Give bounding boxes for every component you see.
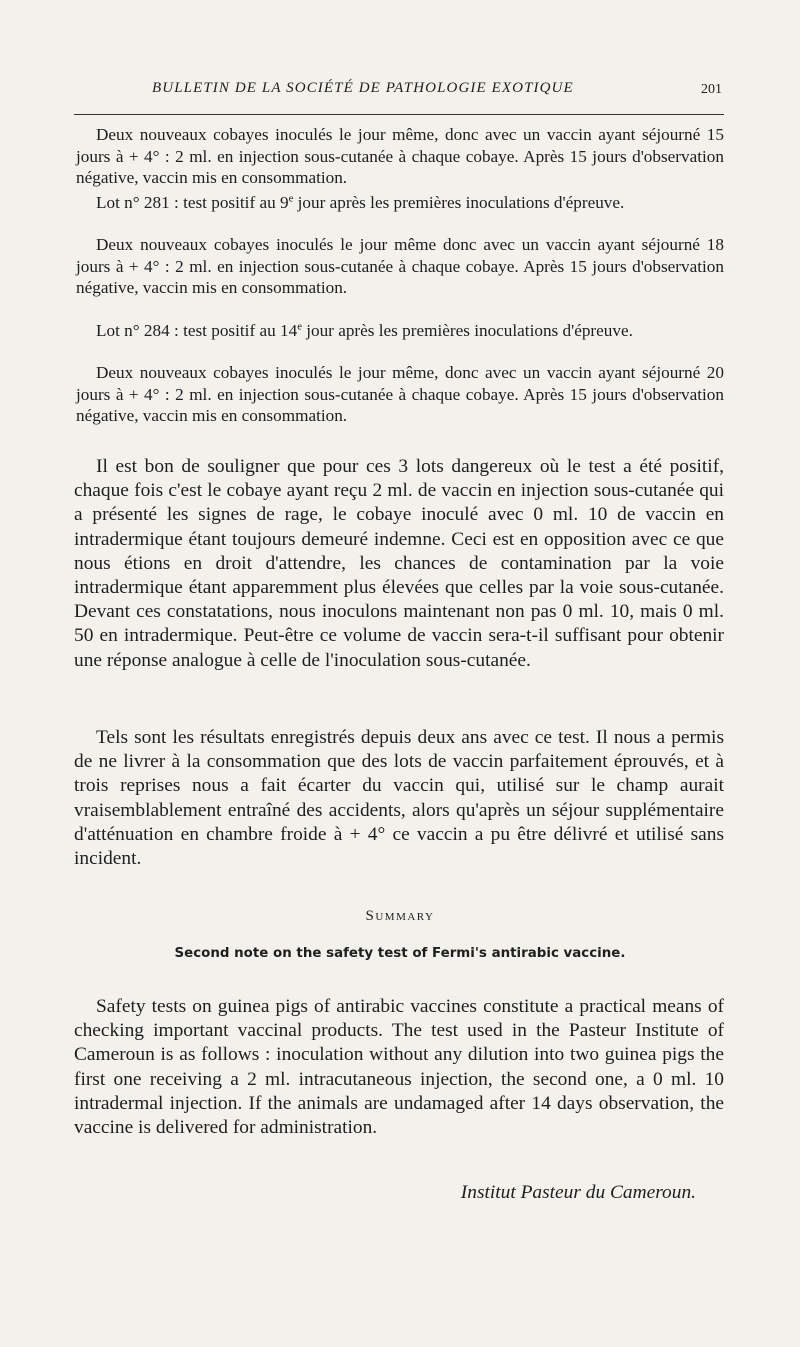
- summary-body: Safety tests on guinea pigs of antirabic vaccines constitute a practical means of checking important vaccinal products. The test used in the Pasteur Institute of Cameroun is as follows : inoculation without any dilution into two guinea pigs the first one receiving a 2 ml. intracutaneous injection, the second one, a 0 ml. 10 intradermal injection. If the animals are undamaged after 14 days observation, the vaccine is delivered for administration.: [74, 996, 724, 1139]
- paragraph-lot-284: [76, 320, 724, 342]
- lot-281-text-end: jour après les premières inoculations d'épreuve.: [293, 193, 625, 212]
- page-number: 201: [701, 82, 722, 97]
- lot-281-text: Lot n° 281 : test positif au 9: [96, 193, 289, 212]
- paragraph-results: Tels sont les résultats enregistrés depuis deux ans avec ce test. Il nous a permis de ne livrer à la consommation que des lots de vaccin parfaitement éprouvés, et à trois reprises nous a fait écarter du vaccin qui, utilisé sur le champ aurait vraisemblablement entraîné des accidents, alors qu'après un séjour supplémentaire d'atténuation en chambre froide à + 4° ce vaccin a pu être délivré et utilisé sans incident.: [74, 727, 724, 870]
- summary-subtitle: Second note on the safety test of Fermi's antirabic vaccine.: [174, 946, 626, 961]
- paragraph-lot-281: [76, 192, 724, 214]
- paragraph-lot-vaccine-20-days: Deux nouveaux cobayes inoculés le jour même, donc avec un vaccin ayant séjourné 20 jours à + 4° : 2 ml. en injection sous-cutanée à chaque cobaye. Après 15 jours d'observation négative, vaccin mis en consommation.: [76, 363, 724, 425]
- lot-284-text: Lot n° 284 : test positif au 14: [96, 321, 298, 340]
- paragraph-observations: Il est bon de souligner que pour ces 3 lots dangereux où le test a été positif, chaque fois c'est le cobaye ayant reçu 2 ml. de vaccin en injection sous-cutanée qui a présenté les signes de rage, le cobaye inoculé avec 0 ml. 10 de vaccin en intradermique étant toujours demeuré indemne. Ceci est en opposition avec ce que nous étions en droit d'attendre, les chances de contamination par la voie intradermique étant apparemment plus élevées que celles par la voie sous-cutanée. Devant ces constatations, nous inoculons maintenant non pas 0 ml. 10, mais 0 ml. 50 en intradermique. Peut-être ce volume de vaccin sera-t-il suffisant pour obtenir une réponse analogue à celle de l'inoculation sous-cutanée.: [74, 456, 724, 671]
- summary-heading: Summary: [365, 908, 435, 924]
- lot-281-superscript: e: [288, 193, 294, 205]
- running-header: [74, 78, 724, 115]
- paragraph-lot-vaccine-15-days: Deux nouveaux cobayes inoculés le jour même, donc avec un vaccin ayant séjourné 15 jours à + 4° : 2 ml. en injection sous-cutanée à chaque cobaye. Après 15 jours d'observation négative, vaccin mis en consommation.: [76, 125, 724, 187]
- lot-284-text-end: jour après les premières inoculations d'épreuve.: [301, 321, 633, 340]
- lot-284-superscript: e: [297, 321, 302, 333]
- paragraph-lot-vaccine-18-days: Deux nouveaux cobayes inoculés le jour même donc avec un vaccin ayant séjourné 18 jours à + 4° : 2 ml. en injection sous-cutanée à chaque cobaye. Après 15 jours d'observation négative, vaccin mis en consommation.: [76, 235, 724, 297]
- journal-title: BULLETIN DE LA SOCIÉTÉ DE PATHOLOGIE EXOTIQUE: [152, 80, 574, 96]
- signature: Institut Pasteur du Cameroun.: [460, 1182, 696, 1203]
